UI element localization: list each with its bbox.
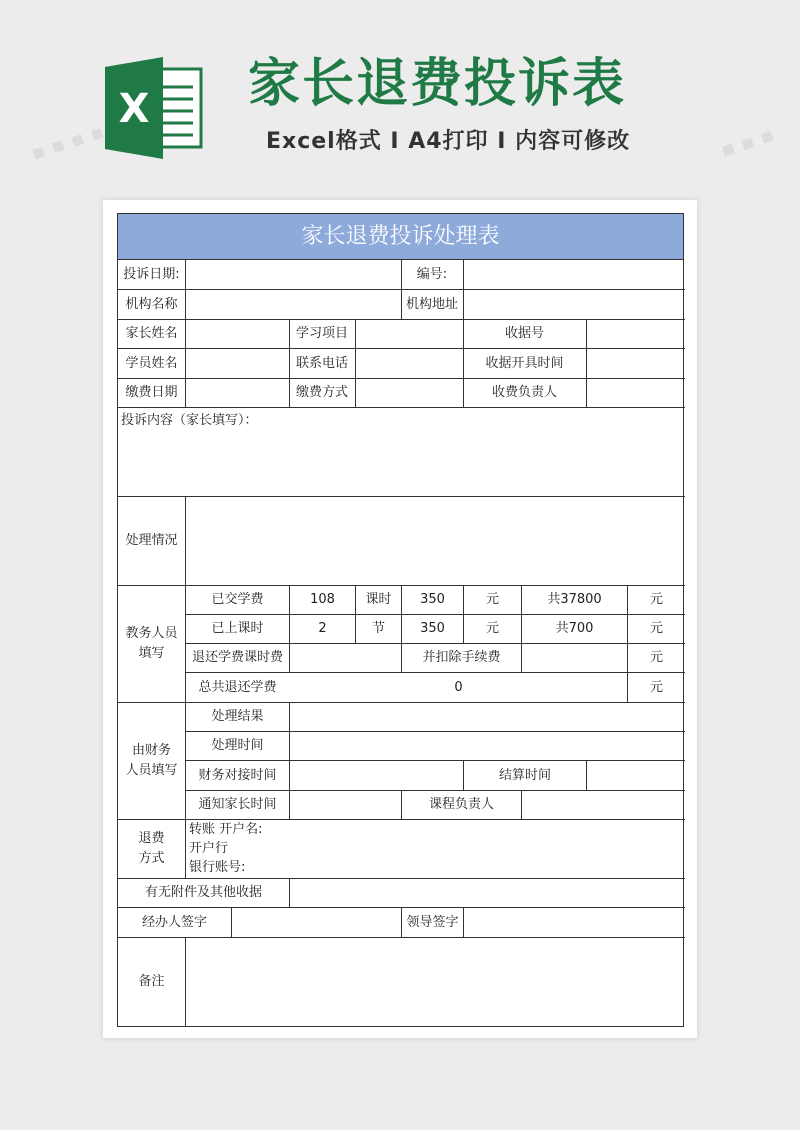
page-title: 家长退费投诉表 <box>248 54 627 114</box>
course-lead-field[interactable] <box>522 791 685 819</box>
total-taken-value[interactable]: 共700 <box>555 621 594 636</box>
deduct-fee-label: 并扣除手续费 <box>422 650 501 665</box>
finance-contact-time-label: 财务对接时间 <box>198 767 277 783</box>
settle-time-label: 结算时间 <box>498 767 551 783</box>
total-refund-value[interactable]: 0 <box>454 679 463 695</box>
bank-account-line: 银行账号: <box>189 860 246 875</box>
total-refund-label: 总共退还学费 <box>198 679 277 695</box>
form-title: 家长退费投诉处理表 <box>118 214 683 260</box>
complaint-date-label: 投诉日期: <box>123 266 180 282</box>
remarks-field[interactable] <box>186 938 685 1026</box>
academic-section-label <box>118 586 185 702</box>
complaint-date-field[interactable] <box>186 260 401 289</box>
receipt-time-label: 收据开具时间 <box>485 355 564 371</box>
watermark-decoration: ▪ ▪ ▪ ▪ <box>28 118 107 166</box>
handler-sign-label: 经办人签字 <box>141 914 207 930</box>
process-time-label: 处理时间 <box>211 738 264 753</box>
receipt-no-field[interactable] <box>587 320 685 348</box>
student-name-field[interactable] <box>186 349 289 378</box>
unit-yuan-1: 元 <box>485 592 499 607</box>
attachments-label: 有无附件及其他收据 <box>144 885 262 900</box>
taken-lessons-label: 已上课时 <box>211 621 264 636</box>
page-subtitle: Excel格式 I A4打印 I 内容可修改 <box>266 129 631 154</box>
org-address-label: 机构地址 <box>405 296 458 312</box>
student-name-label: 学员姓名 <box>125 355 178 371</box>
process-time-field[interactable] <box>290 732 685 760</box>
unit-yuan-2: 元 <box>649 592 663 607</box>
bank-line: 开户行 <box>189 841 229 856</box>
course-field[interactable] <box>356 320 463 348</box>
handling-field[interactable] <box>186 497 685 585</box>
receipt-time-field[interactable] <box>587 349 685 378</box>
finance-label-line2: 人员填写 <box>125 763 178 778</box>
refund-lesson-fee-label: 退还学费课时费 <box>191 650 283 665</box>
excel-logo-icon <box>105 57 203 159</box>
taken-lessons-value[interactable]: 2 <box>318 621 327 636</box>
refund-lesson-fee-field[interactable] <box>290 644 401 672</box>
phone-field[interactable] <box>356 349 463 378</box>
lesson-unit-label: 节 <box>371 621 385 636</box>
price-value-2[interactable]: 350 <box>420 621 445 636</box>
result-field[interactable] <box>290 703 685 731</box>
finance-contact-time-field[interactable] <box>290 761 463 790</box>
fee-charger-label: 收费负责人 <box>491 385 557 400</box>
logo-letter: X <box>118 86 150 132</box>
settle-time-field[interactable] <box>587 761 685 790</box>
unit-yuan-4: 元 <box>649 621 663 636</box>
number-field[interactable] <box>464 260 685 289</box>
receipt-no-label: 收据号 <box>504 326 544 341</box>
price-value-1[interactable]: 350 <box>420 592 445 607</box>
org-name-label: 机构名称 <box>125 296 178 312</box>
transfer-account-name-line: 转账 开户名: <box>189 822 263 837</box>
total-paid-value[interactable]: 共37800 <box>547 592 602 607</box>
leader-sign-label: 领导签字 <box>406 914 459 930</box>
refund-complaint-form <box>117 213 684 1027</box>
refund-method-field[interactable] <box>186 820 685 878</box>
result-label: 处理结果 <box>211 709 264 724</box>
org-name-field[interactable] <box>186 290 401 319</box>
watermark-decoration: ▪ ▪ ▪ <box>717 122 777 162</box>
lesson-label: 课时 <box>365 592 392 607</box>
pay-date-label: 缴费日期 <box>125 385 178 400</box>
complaint-content-field[interactable] <box>118 408 685 496</box>
notify-parent-time-field[interactable] <box>290 791 401 819</box>
pay-method-field[interactable] <box>356 379 463 407</box>
deduct-fee-field[interactable] <box>522 644 627 672</box>
finance-label-line1: 由财务 <box>131 743 171 758</box>
pay-date-field[interactable] <box>186 379 289 407</box>
refund-method-label <box>118 820 185 878</box>
phone-label: 联系电话 <box>295 355 348 371</box>
paid-fee-label: 已交学费 <box>211 592 264 607</box>
academic-label-line1: 教务人员 <box>125 626 178 641</box>
refund-method-line1: 退费 <box>138 831 165 846</box>
notify-parent-time-label: 通知家长时间 <box>198 797 277 812</box>
parent-name-field[interactable] <box>186 320 289 348</box>
complaint-content-label: 投诉内容（家长填写）： <box>121 413 258 428</box>
fee-charger-field[interactable] <box>587 379 685 407</box>
paid-fee-value[interactable]: 108 <box>310 592 335 607</box>
course-label: 学习项目 <box>295 326 348 341</box>
attachments-field[interactable] <box>290 879 685 907</box>
unit-yuan-5: 元 <box>649 650 663 665</box>
parent-name-label: 家长姓名 <box>125 326 178 341</box>
remarks-label: 备注 <box>138 974 165 989</box>
unit-yuan-6: 元 <box>649 679 663 695</box>
finance-section-label <box>118 703 185 819</box>
academic-label-line2: 填写 <box>138 646 165 661</box>
number-label: 编号: <box>416 266 448 282</box>
pay-method-label: 缴费方式 <box>295 385 348 400</box>
org-address-field[interactable] <box>464 290 685 319</box>
handling-label: 处理情况 <box>125 533 178 548</box>
course-lead-label: 课程负责人 <box>428 797 494 812</box>
leader-sign-field[interactable] <box>464 908 685 937</box>
handler-sign-field[interactable] <box>232 908 401 937</box>
refund-method-line2: 方式 <box>138 851 165 866</box>
unit-yuan-3: 元 <box>485 621 499 636</box>
